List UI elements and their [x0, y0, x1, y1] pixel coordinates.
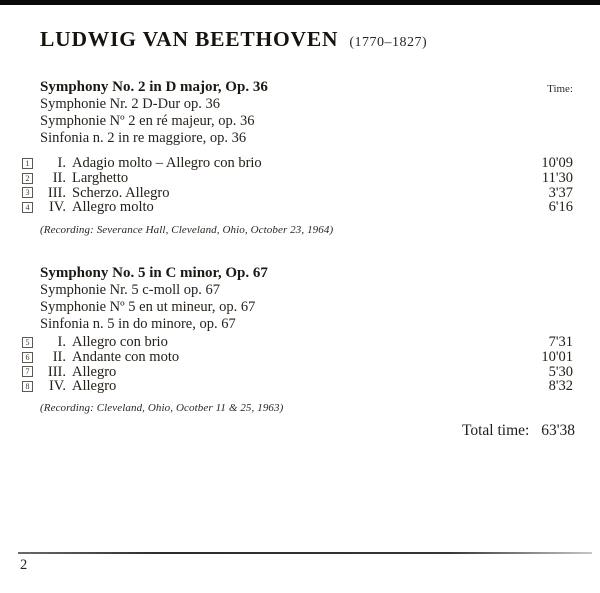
track-time: 7'31	[548, 334, 573, 350]
movement-numeral: IV.	[48, 199, 66, 216]
work-1-recording-note: (Recording: Severance Hall, Cleveland, Ohio, October 23, 1964)	[40, 224, 334, 236]
track-time: 10'01	[541, 348, 573, 365]
work-1-heading	[40, 78, 573, 147]
work-2-title-fr: Symphonie Nº 5 en ut mineur, op. 67	[40, 299, 256, 315]
work-2-recording-note: (Recording: Cleveland, Ohio, Ocotber 11 & 25, 1963)	[40, 402, 284, 414]
work-2-title-en: Symphony No. 5 in C minor, Op. 67	[40, 265, 268, 281]
track-row	[22, 186, 573, 201]
work-2-track-list	[22, 335, 573, 394]
track-time: 8'32	[548, 378, 573, 395]
page-top-edge	[0, 0, 600, 5]
track-number-box: 2	[22, 173, 33, 184]
track-title: Allegro	[72, 363, 117, 380]
track-row	[22, 379, 573, 394]
track-title: Andante con moto	[72, 348, 180, 365]
page-number: 2	[20, 557, 28, 573]
composer-name: LUDWIG VAN BEETHOVEN	[40, 27, 339, 51]
track-row	[22, 365, 573, 380]
work-1-title-en: Symphony No. 2 in D major, Op. 36	[40, 79, 268, 95]
work-1-title-fr: Symphonie Nº 2 en ré majeur, op. 36	[40, 113, 255, 129]
track-number-box: 7	[22, 366, 33, 377]
track-time: 10'09	[541, 155, 573, 171]
work-1-title-it: Sinfonia n. 2 in re maggiore, op. 36	[40, 130, 247, 146]
track-title: Scherzo. Allegro	[72, 184, 170, 201]
work-2-title-it: Sinfonia n. 5 in do minore, op. 67	[40, 316, 236, 332]
track-time: 5'30	[548, 363, 573, 380]
work-1-track-list	[22, 156, 573, 215]
work-2-title-de: Symphonie Nr. 5 c-moll op. 67	[40, 282, 221, 298]
track-row	[22, 200, 573, 215]
movement-numeral: I.	[57, 334, 66, 350]
track-number-box: 3	[22, 187, 33, 198]
track-row	[22, 335, 573, 350]
movement-numeral: I.	[57, 155, 66, 171]
work-2-heading	[40, 264, 573, 333]
track-title: Allegro con brio	[72, 334, 168, 350]
track-number-box: 4	[22, 202, 33, 213]
track-title: Allegro molto	[72, 199, 154, 216]
movement-numeral: II.	[52, 169, 66, 186]
total-time-row	[462, 422, 575, 440]
time-column-label: Time:	[547, 83, 573, 95]
work-1-title-de: Symphonie Nr. 2 D-Dur op. 36	[40, 96, 221, 112]
track-row	[22, 156, 573, 171]
movement-numeral: III.	[47, 184, 66, 201]
track-time: 3'37	[548, 184, 573, 201]
track-number-box: 5	[22, 337, 33, 348]
track-title: Larghetto	[72, 169, 129, 186]
movement-numeral: II.	[52, 348, 66, 365]
track-title: Adagio molto – Allegro con brio	[72, 155, 262, 171]
composer-years: (1770–1827)	[349, 35, 428, 50]
track-number-box: 1	[22, 158, 33, 169]
total-time-label: Total time:	[461, 422, 530, 439]
track-row	[22, 171, 573, 186]
total-time-value: 63'38	[541, 422, 575, 439]
track-time: 6'16	[548, 199, 573, 216]
movement-numeral: IV.	[48, 378, 66, 395]
track-title: Allegro	[72, 378, 117, 395]
track-number-box: 6	[22, 352, 33, 363]
track-row	[22, 350, 573, 365]
movement-numeral: III.	[47, 363, 66, 380]
composer-title-row	[40, 27, 427, 52]
footer-rule	[18, 552, 592, 554]
track-time: 11'30	[541, 169, 573, 186]
track-number-box: 8	[22, 381, 33, 392]
